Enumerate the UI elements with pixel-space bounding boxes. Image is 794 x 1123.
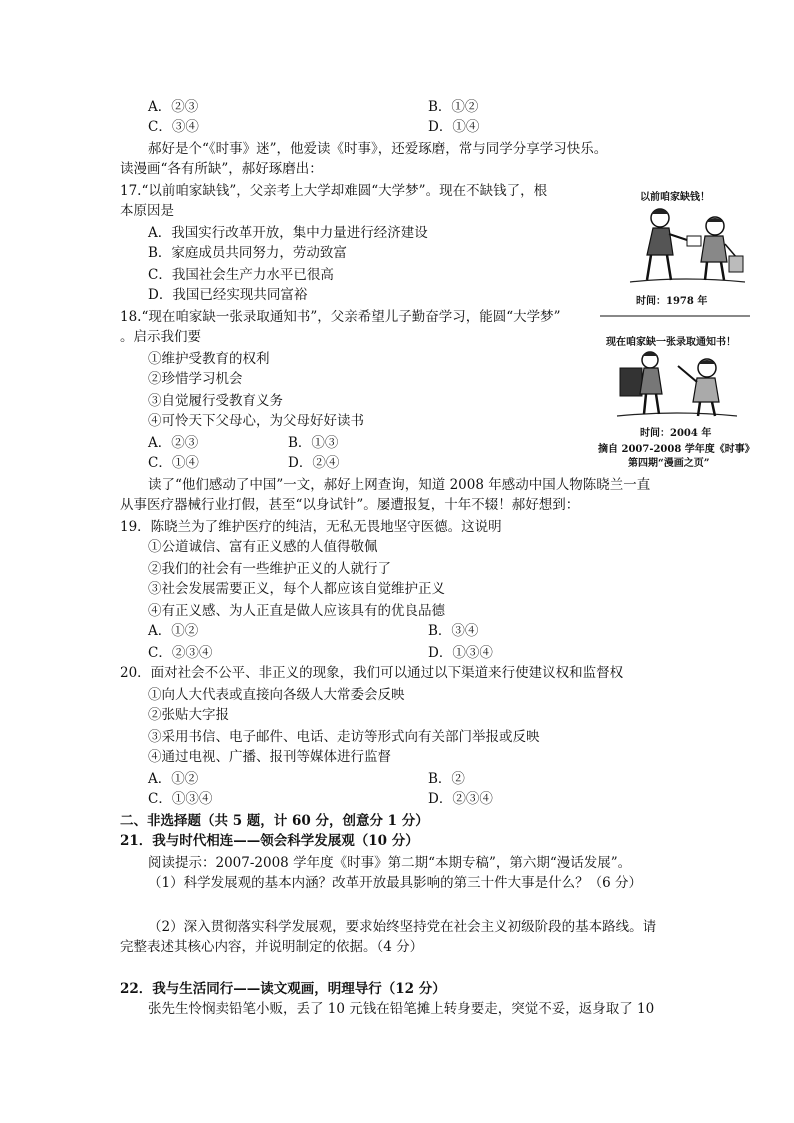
item-20-2: ②张贴大字报 xyxy=(148,707,229,723)
option-16-c: C．③④ xyxy=(148,119,199,135)
cartoon-bottom-time: 时间：2004 年 xyxy=(640,428,712,439)
question-21-1: （1）科学发展观的基本内涵？改革开放最具影响的第三十件大事是什么？（6 分） xyxy=(148,875,642,891)
item-19-3: ③社会发展需要正义，每个人都应该自觉维护正义 xyxy=(148,581,445,597)
reading-hint: 阅读提示：2007-2008 学年度《时事》第二期“本期专稿”，第六期“漫话发展”。 xyxy=(148,855,632,871)
question-18-cont: 。启示我们要 xyxy=(120,329,201,345)
story-paragraph: 读了“他们感动了中国”一文，郝好上网查询，知道 2008 年感动中国人物陈晓兰一直 xyxy=(148,477,651,493)
cartoon-top-illustration xyxy=(625,200,750,290)
option-18-d: D．②④ xyxy=(288,455,340,471)
question-17-cont: 本原因是 xyxy=(120,203,174,219)
cartoon-bottom-illustration xyxy=(612,346,742,422)
option-17-a: A．我国实行改革开放，集中力量进行经济建设 xyxy=(148,225,428,241)
item-18-3: ③自觉履行受教育义务 xyxy=(148,393,283,409)
option-17-c: C．我国社会生产力水平已很高 xyxy=(148,267,334,283)
item-20-3: ③采用书信、电子邮件、电话、走访等形式向有关部门举报或反映 xyxy=(148,729,540,745)
question-18: 18.“现在咱家缺一张录取通知书”，父亲希望儿子勤奋学习，能圆“大学梦” xyxy=(120,309,561,325)
option-18-a: A．②③ xyxy=(148,435,199,451)
question-17: 17.“以前咱家缺钱”，父亲考上大学却难圆“大学梦”。现在不缺钱了，根 xyxy=(120,183,548,199)
option-19-b: B．③④ xyxy=(428,623,479,639)
item-18-1: ①维护受教育的权利 xyxy=(148,351,270,367)
option-19-a: A．①② xyxy=(148,623,199,639)
item-20-1: ①向人大代表或直接向各级人大常委会反映 xyxy=(148,687,405,703)
cartoon-bottom-caption: 现在咱家缺一张录取通知书！ xyxy=(606,337,736,348)
cartoon-top-time: 时间：1978 年 xyxy=(636,296,708,307)
question-21-2: （2）深入贯彻落实科学发展观，要求始终坚持党在社会主义初级阶段的基本路线。请 xyxy=(148,919,657,935)
intro-paragraph: 郝好是个“《时事》迷”，他爱读《时事》，还爱琢磨，常与同学分享学习快乐。 xyxy=(148,141,608,157)
option-19-d: D．①③④ xyxy=(428,645,493,661)
cartoon-source-line-1: 摘自 2007-2008 学年度《时事》 xyxy=(598,444,755,455)
cartoon-source-line-2: 第四期“漫画之页” xyxy=(628,458,710,469)
option-16-d: D．①④ xyxy=(428,119,480,135)
item-19-4: ④有正义感、为人正直是做人应该具有的优良品德 xyxy=(148,603,445,619)
option-17-d: D．我国已经实现共同富裕 xyxy=(148,287,308,303)
option-17-b: B．家庭成员共同努力，劳动致富 xyxy=(148,245,347,261)
question-19: 19．陈晓兰为了维护医疗的纯洁，无私无畏地坚守医德。这说明 xyxy=(120,519,502,535)
section-2-heading: 二、非选择题（共 5 题，计 60 分，创意分 1 分） xyxy=(120,813,429,829)
question-22-text: 张先生怜悯卖铅笔小贩，丢了 10 元钱在铅笔摊上转身要走，突觉不妥，返身取了 10 xyxy=(148,1001,655,1017)
item-19-2: ②我们的社会有一些维护正义的人就行了 xyxy=(148,561,391,577)
option-19-c: C．②③④ xyxy=(148,645,213,661)
story-paragraph-cont: 从事医疗器械行业打假，甚至“以身试针”。屡遭报复，十年不辍！郝好想到： xyxy=(120,497,580,513)
cartoon-divider xyxy=(600,314,750,318)
option-16-b: B．①② xyxy=(428,99,479,115)
item-19-1: ①公道诚信、富有正义感的人值得敬佩 xyxy=(148,539,378,555)
intro-cartoon: 读漫画“各有所缺”，郝好琢磨出： xyxy=(120,161,323,177)
option-20-d: D．②③④ xyxy=(428,791,493,807)
question-21-2-cont: 完整表述其核心内容，并说明制定的依据。（4 分） xyxy=(120,939,424,955)
item-18-4: ④可怜天下父母心，为父母好好读书 xyxy=(148,413,364,429)
option-20-a: A．①② xyxy=(148,771,199,787)
question-20: 20．面对社会不公平、非正义的现象，我们可以通过以下渠道来行使建议权和监督权 xyxy=(120,665,624,681)
cartoon-top-caption: 以前咱家缺钱！ xyxy=(640,192,710,203)
item-18-2: ②珍惜学习机会 xyxy=(148,371,243,387)
item-20-4: ④通过电视、广播、报刊等媒体进行监督 xyxy=(148,749,391,765)
option-20-b: B．② xyxy=(428,771,465,787)
option-16-a: A．②③ xyxy=(148,99,199,115)
question-22-heading: 22．我与生活同行——读文观画，明理导行（12 分） xyxy=(120,981,446,997)
option-18-b: B．①③ xyxy=(288,435,339,451)
option-20-c: C．①③④ xyxy=(148,791,213,807)
question-21-heading: 21．我与时代相连——领会科学发展观（10 分） xyxy=(120,833,419,849)
option-18-c: C．①④ xyxy=(148,455,199,471)
